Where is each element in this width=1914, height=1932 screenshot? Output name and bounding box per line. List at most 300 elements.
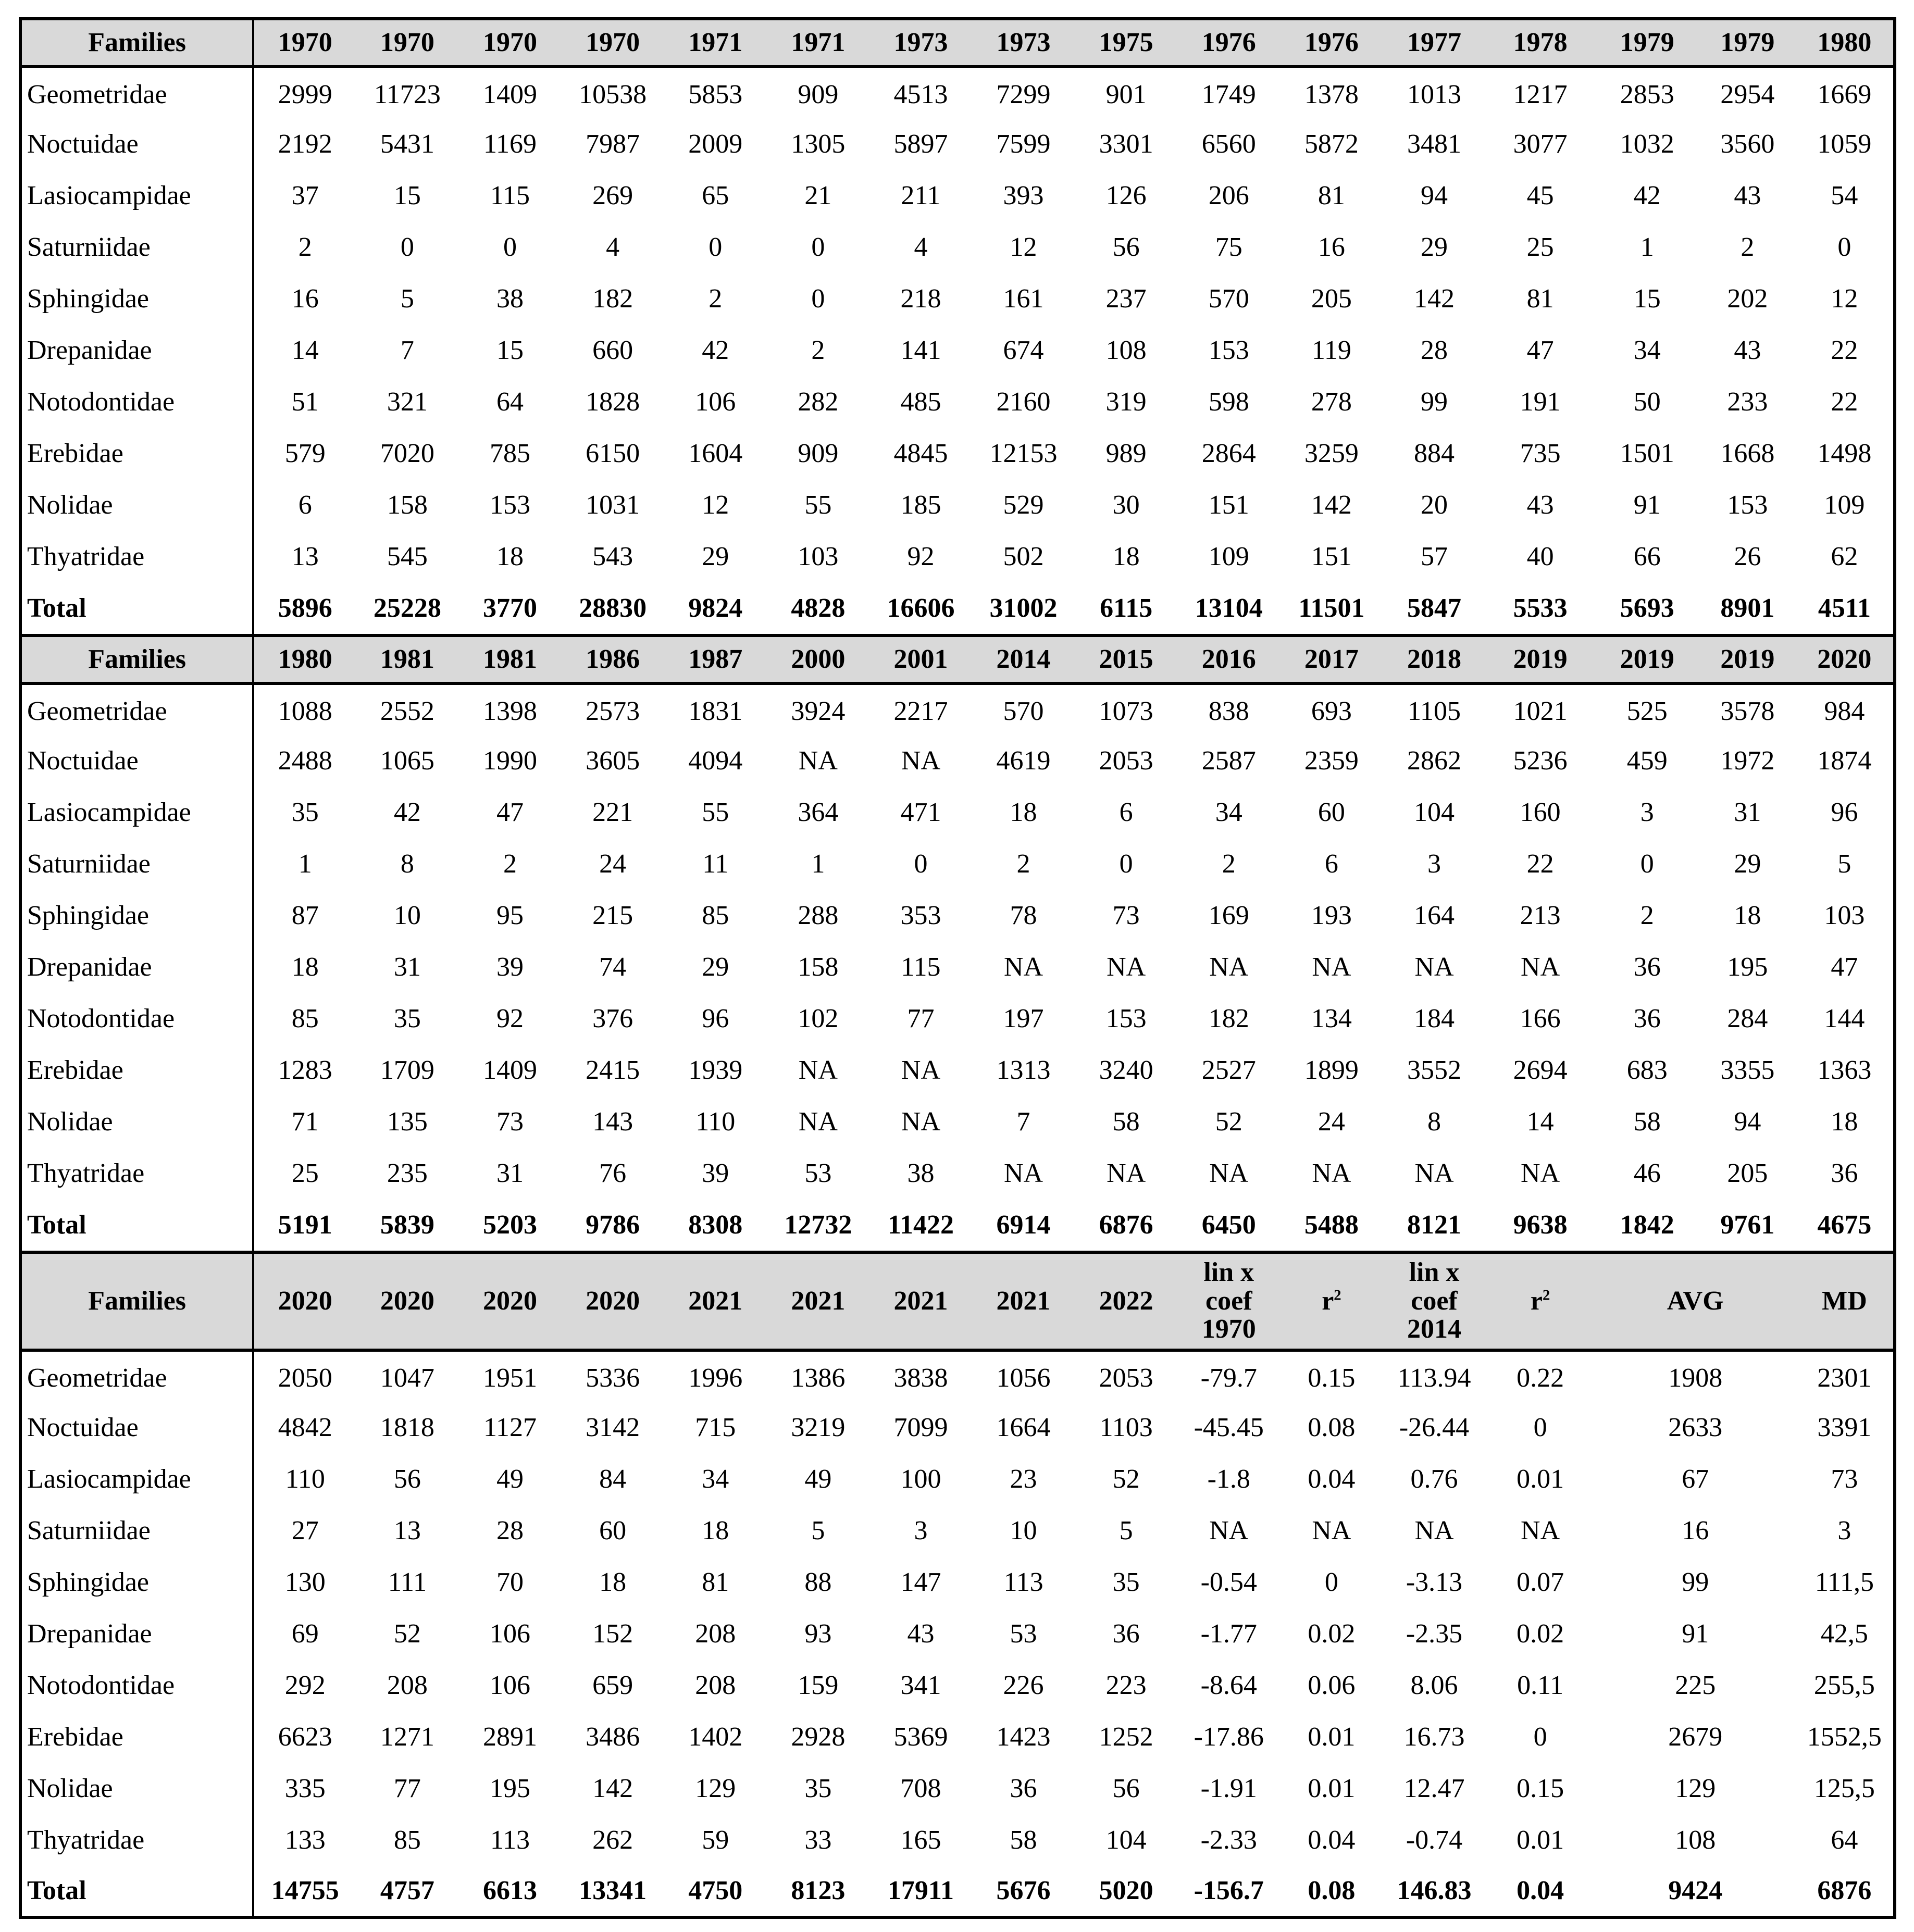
- value-cell: 49: [496, 1464, 524, 1494]
- table-row: [20, 221, 1895, 273]
- value-cell: 29: [1420, 232, 1448, 262]
- value-cell: 683: [1626, 1055, 1668, 1085]
- value-cell: 1842: [1620, 1210, 1674, 1240]
- value-cell: 65: [702, 180, 729, 210]
- value-cell: 6115: [1100, 593, 1153, 623]
- value-cell: 9638: [1513, 1210, 1568, 1240]
- family-name-cell: Erebidae: [20, 1711, 253, 1763]
- value-cell: 2217: [893, 696, 948, 726]
- value-cell: 1056: [996, 1363, 1051, 1393]
- value-cell: 42: [702, 335, 729, 365]
- value-cell: 46: [1633, 1158, 1661, 1188]
- family-name-cell: Notodontidae: [20, 1660, 253, 1711]
- column-header: 1973: [972, 19, 1075, 67]
- value-cell: 113.94: [1397, 1363, 1471, 1393]
- value-cell: 0: [1119, 849, 1133, 879]
- block-2-body: [20, 635, 1895, 1251]
- value-cell: 0.01: [1517, 1464, 1564, 1494]
- value-cell: 130: [284, 1567, 326, 1597]
- value-cell: 235: [387, 1158, 428, 1188]
- value-cell: 3: [914, 1515, 928, 1545]
- value-cell: 2853: [1620, 80, 1674, 109]
- value-cell: 579: [284, 438, 326, 468]
- value-cell: 1169: [483, 129, 537, 159]
- value-cell: 215: [592, 900, 633, 930]
- family-name-cell: Geometridae: [20, 1350, 253, 1402]
- value-cell: 5896: [278, 593, 332, 623]
- value-cell: 218: [900, 283, 941, 314]
- value-cell: 8123: [791, 1876, 846, 1905]
- value-cell: 2: [1222, 849, 1236, 879]
- column-header: 1977: [1383, 19, 1485, 67]
- column-header: 1980: [253, 635, 356, 683]
- family-name-cell: Thyatridae: [20, 1814, 253, 1866]
- value-cell: 364: [798, 797, 839, 827]
- value-cell: 6: [298, 490, 312, 520]
- value-cell: 15: [393, 180, 421, 210]
- value-cell: 141: [900, 335, 941, 365]
- value-cell: 2160: [996, 387, 1051, 417]
- value-cell: 2694: [1513, 1055, 1568, 1085]
- value-cell: 2192: [278, 129, 332, 159]
- value-cell: 13104: [1195, 593, 1263, 623]
- value-cell: 15: [496, 335, 524, 365]
- value-cell: 211: [901, 180, 941, 210]
- family-name-cell: Nolidae: [20, 479, 253, 531]
- value-cell: 2527: [1201, 1055, 1256, 1085]
- family-name-cell: Erebidae: [20, 428, 253, 479]
- value-cell: 0.76: [1410, 1464, 1458, 1494]
- value-cell: 20: [1420, 490, 1448, 520]
- value-cell: 103: [1824, 900, 1865, 930]
- table-row: [20, 1148, 1895, 1199]
- column-header: 1979: [1595, 19, 1699, 67]
- value-cell: 226: [1003, 1670, 1044, 1700]
- family-name-cell: Erebidae: [20, 1044, 253, 1096]
- value-cell: 165: [900, 1825, 941, 1855]
- value-cell: 58: [1010, 1825, 1037, 1855]
- value-cell: 2: [811, 335, 825, 365]
- value-cell: 989: [1105, 438, 1147, 468]
- value-cell: 81: [1526, 283, 1554, 314]
- value-cell: 1217: [1513, 80, 1568, 109]
- value-cell: 3219: [791, 1412, 846, 1442]
- value-cell: 2053: [1099, 745, 1153, 776]
- table-row: [20, 735, 1895, 787]
- value-cell: 52: [393, 1618, 421, 1649]
- value-cell: 56: [1112, 232, 1140, 262]
- value-cell: 35: [393, 1003, 421, 1033]
- value-cell: 54: [1831, 180, 1858, 210]
- value-cell: 269: [592, 180, 633, 210]
- column-header: 1987: [664, 635, 767, 683]
- value-cell: 33: [804, 1825, 832, 1855]
- value-cell: 24: [1318, 1106, 1345, 1137]
- value-cell: 1908: [1668, 1363, 1723, 1393]
- value-cell: 7599: [996, 129, 1051, 159]
- value-cell: 4511: [1818, 593, 1871, 623]
- value-cell: 25: [1526, 232, 1554, 262]
- block-1-body: [20, 19, 1895, 634]
- value-cell: 5676: [996, 1876, 1051, 1905]
- value-cell: 208: [695, 1670, 736, 1700]
- value-cell: 1939: [688, 1055, 743, 1085]
- value-cell: 1831: [688, 696, 743, 726]
- value-cell: 0.01: [1308, 1773, 1356, 1803]
- value-cell: 9424: [1668, 1876, 1723, 1905]
- value-cell: 525: [1626, 696, 1668, 726]
- value-cell: 38: [496, 283, 524, 314]
- value-cell: 12153: [989, 438, 1058, 468]
- value-cell: 909: [798, 438, 839, 468]
- value-cell: 108: [1105, 335, 1147, 365]
- table-row: [20, 531, 1895, 582]
- value-cell: 45: [1526, 180, 1554, 210]
- column-header: $r^2$: [1280, 1252, 1383, 1350]
- value-cell: 1818: [380, 1412, 434, 1442]
- value-cell: 393: [1003, 180, 1044, 210]
- value-cell: 60: [599, 1515, 627, 1545]
- value-cell: 152: [592, 1618, 633, 1649]
- value-cell: 11: [702, 849, 729, 879]
- value-cell: 3391: [1817, 1412, 1872, 1442]
- family-name-cell: Lasiocampidae: [20, 1453, 253, 1505]
- value-cell: 0.08: [1308, 1412, 1356, 1442]
- value-cell: 197: [1003, 1003, 1044, 1033]
- value-cell: NA: [901, 1106, 940, 1137]
- value-cell: 1423: [996, 1722, 1051, 1752]
- value-cell: 135: [387, 1106, 428, 1137]
- value-cell: 28830: [579, 593, 647, 623]
- value-cell: 0.15: [1308, 1363, 1356, 1393]
- family-name-cell: Saturniidae: [20, 1505, 253, 1556]
- value-cell: 18: [1010, 797, 1037, 827]
- value-cell: 106: [490, 1670, 530, 1700]
- value-cell: -79.7: [1200, 1363, 1257, 1393]
- value-cell: 2050: [278, 1363, 332, 1393]
- value-cell: 376: [592, 1003, 633, 1033]
- value-cell: 5533: [1513, 593, 1568, 623]
- value-cell: 8.06: [1410, 1670, 1458, 1700]
- value-cell: 13: [393, 1515, 421, 1545]
- column-header: 2000: [767, 635, 869, 683]
- value-cell: 64: [496, 387, 524, 417]
- value-cell: 29: [1734, 849, 1761, 879]
- value-cell: 0.01: [1308, 1722, 1356, 1752]
- value-cell: 12.47: [1403, 1773, 1465, 1803]
- column-header: 2015: [1075, 635, 1177, 683]
- value-cell: 36: [1010, 1773, 1037, 1803]
- value-cell: 16606: [887, 593, 955, 623]
- value-cell: 109: [1824, 490, 1865, 520]
- column-header: 1975: [1075, 19, 1177, 67]
- value-cell: 485: [900, 387, 941, 417]
- value-cell: 14755: [271, 1876, 339, 1905]
- value-cell: 715: [695, 1412, 736, 1442]
- block-3-body: [20, 1252, 1895, 1917]
- value-cell: 10: [1010, 1515, 1037, 1545]
- value-cell: 43: [1734, 335, 1761, 365]
- value-cell: -3.13: [1406, 1567, 1463, 1597]
- family-name-cell: Total: [20, 582, 253, 634]
- total-row: [20, 1199, 1895, 1251]
- value-cell: 102: [798, 1003, 839, 1033]
- value-cell: 18: [702, 1515, 729, 1545]
- value-cell: 4: [914, 232, 928, 262]
- value-cell: 5872: [1304, 129, 1359, 159]
- value-cell: 71: [291, 1106, 319, 1137]
- value-cell: NA: [798, 1106, 838, 1137]
- value-cell: 0: [709, 232, 723, 262]
- value-cell: 5488: [1304, 1210, 1359, 1240]
- value-cell: 8901: [1720, 593, 1775, 623]
- value-cell: 6: [1119, 797, 1133, 827]
- value-cell: 36: [1831, 1158, 1858, 1188]
- value-cell: 4094: [688, 745, 743, 776]
- value-cell: 202: [1727, 283, 1768, 314]
- table-row: [20, 1044, 1895, 1096]
- value-cell: 113: [1003, 1567, 1043, 1597]
- value-cell: 7099: [893, 1412, 948, 1442]
- value-cell: 126: [1105, 180, 1147, 210]
- value-cell: 49: [804, 1464, 832, 1494]
- value-cell: 5: [400, 283, 414, 314]
- value-cell: 10538: [579, 80, 647, 109]
- family-name-cell: Nolidae: [20, 1763, 253, 1814]
- value-cell: 55: [702, 797, 729, 827]
- column-header: 2017: [1280, 635, 1383, 683]
- column-header: 2022: [1075, 1252, 1177, 1350]
- value-cell: 35: [1112, 1567, 1140, 1597]
- column-header: 1981: [458, 635, 561, 683]
- column-header: 2018: [1383, 635, 1485, 683]
- value-cell: 205: [1311, 283, 1352, 314]
- value-cell: 62: [1831, 541, 1858, 571]
- value-cell: 35: [291, 797, 319, 827]
- value-cell: 319: [1105, 387, 1147, 417]
- value-cell: 161: [1003, 283, 1044, 314]
- value-cell: 6914: [996, 1210, 1051, 1240]
- value-cell: 70: [496, 1567, 524, 1597]
- value-cell: 129: [1675, 1773, 1716, 1803]
- value-cell: 6450: [1201, 1210, 1256, 1240]
- column-header: 1971: [664, 19, 767, 67]
- value-cell: 598: [1208, 387, 1249, 417]
- table-row: [20, 1814, 1895, 1866]
- value-cell: 3301: [1099, 129, 1153, 159]
- value-cell: NA: [901, 1055, 940, 1085]
- value-cell: 51: [291, 387, 319, 417]
- value-cell: 91: [1682, 1618, 1709, 1649]
- value-cell: 21: [804, 180, 832, 210]
- table-block-2: [19, 634, 1896, 1251]
- family-name-cell: Noctuidae: [20, 118, 253, 170]
- family-name-cell: Noctuidae: [20, 1402, 253, 1453]
- value-cell: 1402: [688, 1722, 743, 1752]
- value-cell: 12: [702, 490, 729, 520]
- value-cell: 47: [1831, 952, 1858, 982]
- value-cell: 64: [1831, 1825, 1858, 1855]
- value-cell: 6623: [278, 1722, 332, 1752]
- value-cell: 75: [1215, 232, 1242, 262]
- value-cell: 1409: [483, 1055, 537, 1085]
- value-cell: 4675: [1817, 1210, 1872, 1240]
- family-name-cell: Notodontidae: [20, 993, 253, 1044]
- value-cell: 52: [1215, 1106, 1242, 1137]
- family-name-cell: Thyatridae: [20, 1148, 253, 1199]
- value-cell: 185: [900, 490, 941, 520]
- value-cell: 3838: [893, 1363, 948, 1393]
- value-cell: 25: [291, 1158, 319, 1188]
- value-cell: 3770: [483, 593, 537, 623]
- moth-families-table: [19, 17, 1896, 1919]
- header-row: [20, 635, 1895, 683]
- column-header: 2019: [1486, 635, 1595, 683]
- value-cell: 191: [1520, 387, 1561, 417]
- value-cell: 43: [1734, 180, 1761, 210]
- value-cell: 7: [400, 335, 414, 365]
- value-cell: NA: [1312, 952, 1351, 982]
- column-header: AVG: [1595, 1252, 1796, 1350]
- header-row: [20, 19, 1895, 67]
- table-row: [20, 1711, 1895, 1763]
- table-row: [20, 118, 1895, 170]
- table-row: [20, 1453, 1895, 1505]
- value-cell: 23: [1010, 1464, 1037, 1494]
- value-cell: 26: [1734, 541, 1761, 571]
- value-cell: 115: [901, 952, 941, 982]
- value-cell: 195: [1727, 952, 1768, 982]
- value-cell: 125,5: [1813, 1773, 1875, 1803]
- value-cell: 0.22: [1517, 1363, 1564, 1393]
- value-cell: 22: [1831, 335, 1858, 365]
- value-cell: 1031: [586, 490, 640, 520]
- value-cell: 142: [1413, 283, 1455, 314]
- value-cell: 10: [393, 900, 421, 930]
- value-cell: 144: [1824, 1003, 1865, 1033]
- value-cell: 5853: [688, 80, 743, 109]
- value-cell: 56: [393, 1464, 421, 1494]
- value-cell: 2: [503, 849, 517, 879]
- value-cell: 2488: [278, 745, 332, 776]
- value-cell: 278: [1311, 387, 1352, 417]
- value-cell: 27: [291, 1515, 319, 1545]
- value-cell: 96: [702, 1003, 729, 1033]
- value-cell: -2.35: [1406, 1618, 1463, 1649]
- value-cell: 1105: [1407, 696, 1461, 726]
- value-cell: -1.77: [1200, 1618, 1257, 1649]
- value-cell: 735: [1520, 438, 1561, 468]
- column-header: 2001: [869, 635, 972, 683]
- value-cell: -17.86: [1194, 1722, 1264, 1752]
- value-cell: 3924: [791, 696, 846, 726]
- value-cell: 99: [1420, 387, 1448, 417]
- value-cell: 11422: [887, 1210, 954, 1240]
- value-cell: 2928: [791, 1722, 846, 1752]
- value-cell: 1: [1640, 232, 1654, 262]
- column-header: 1971: [767, 19, 869, 67]
- value-cell: 31: [496, 1158, 524, 1188]
- value-cell: 58: [1633, 1106, 1661, 1137]
- value-cell: 160: [1520, 797, 1561, 827]
- value-cell: 77: [907, 1003, 935, 1033]
- value-cell: 2552: [380, 696, 434, 726]
- value-cell: 9761: [1720, 1210, 1775, 1240]
- value-cell: 73: [496, 1106, 524, 1137]
- value-cell: 111: [388, 1567, 427, 1597]
- column-header: 1986: [562, 635, 664, 683]
- value-cell: 104: [1105, 1825, 1147, 1855]
- value-cell: 3259: [1304, 438, 1359, 468]
- value-cell: 693: [1311, 696, 1352, 726]
- value-cell: 25228: [373, 593, 441, 623]
- header-families: Families: [20, 19, 253, 67]
- value-cell: 143: [592, 1106, 633, 1137]
- table-row: [20, 941, 1895, 993]
- value-cell: 1: [298, 849, 312, 879]
- value-cell: 14: [291, 335, 319, 365]
- value-cell: 39: [702, 1158, 729, 1188]
- column-header: 1979: [1699, 19, 1796, 67]
- value-cell: 1363: [1817, 1055, 1872, 1085]
- value-cell: NA: [1107, 1158, 1146, 1188]
- value-cell: 12: [1831, 283, 1858, 314]
- family-name-cell: Sphingidae: [20, 1556, 253, 1608]
- value-cell: NA: [1209, 952, 1249, 982]
- value-cell: 6876: [1817, 1876, 1872, 1905]
- value-cell: 142: [1311, 490, 1352, 520]
- value-cell: 166: [1520, 1003, 1561, 1033]
- value-cell: 169: [1208, 900, 1249, 930]
- value-cell: 2301: [1817, 1363, 1872, 1393]
- value-cell: NA: [1414, 1158, 1454, 1188]
- value-cell: 1386: [791, 1363, 846, 1393]
- table-row: [20, 1402, 1895, 1453]
- value-cell: 2053: [1099, 1363, 1153, 1393]
- family-name-cell: Drepanidae: [20, 941, 253, 993]
- value-cell: 113: [490, 1825, 530, 1855]
- value-cell: 8: [400, 849, 414, 879]
- value-cell: 225: [1675, 1670, 1716, 1700]
- value-cell: 151: [1208, 490, 1249, 520]
- value-cell: 6560: [1201, 129, 1256, 159]
- value-cell: 909: [798, 80, 839, 109]
- value-cell: 1088: [278, 696, 332, 726]
- value-cell: 43: [1526, 490, 1554, 520]
- r-squared-superscript: 2: [1334, 1287, 1341, 1304]
- header-row: [20, 1252, 1895, 1350]
- column-header: 2020: [1796, 635, 1895, 683]
- column-header: 2020: [458, 1252, 561, 1350]
- family-name-cell: Thyatridae: [20, 531, 253, 582]
- value-cell: 4845: [893, 438, 948, 468]
- r-squared-superscript: 2: [1543, 1287, 1550, 1304]
- value-cell: 16: [1318, 232, 1345, 262]
- value-cell: 543: [592, 541, 633, 571]
- value-cell: 2009: [688, 129, 743, 159]
- value-cell: 0.07: [1517, 1567, 1564, 1597]
- value-cell: 5020: [1099, 1876, 1153, 1905]
- value-cell: 153: [490, 490, 530, 520]
- value-cell: 3240: [1099, 1055, 1153, 1085]
- value-cell: 31002: [989, 593, 1058, 623]
- value-cell: 164: [1413, 900, 1455, 930]
- value-cell: 1021: [1513, 696, 1568, 726]
- value-cell: 321: [387, 387, 428, 417]
- value-cell: 36: [1633, 1003, 1661, 1033]
- column-header: lin x coef 2014: [1383, 1252, 1485, 1350]
- value-cell: 4: [606, 232, 620, 262]
